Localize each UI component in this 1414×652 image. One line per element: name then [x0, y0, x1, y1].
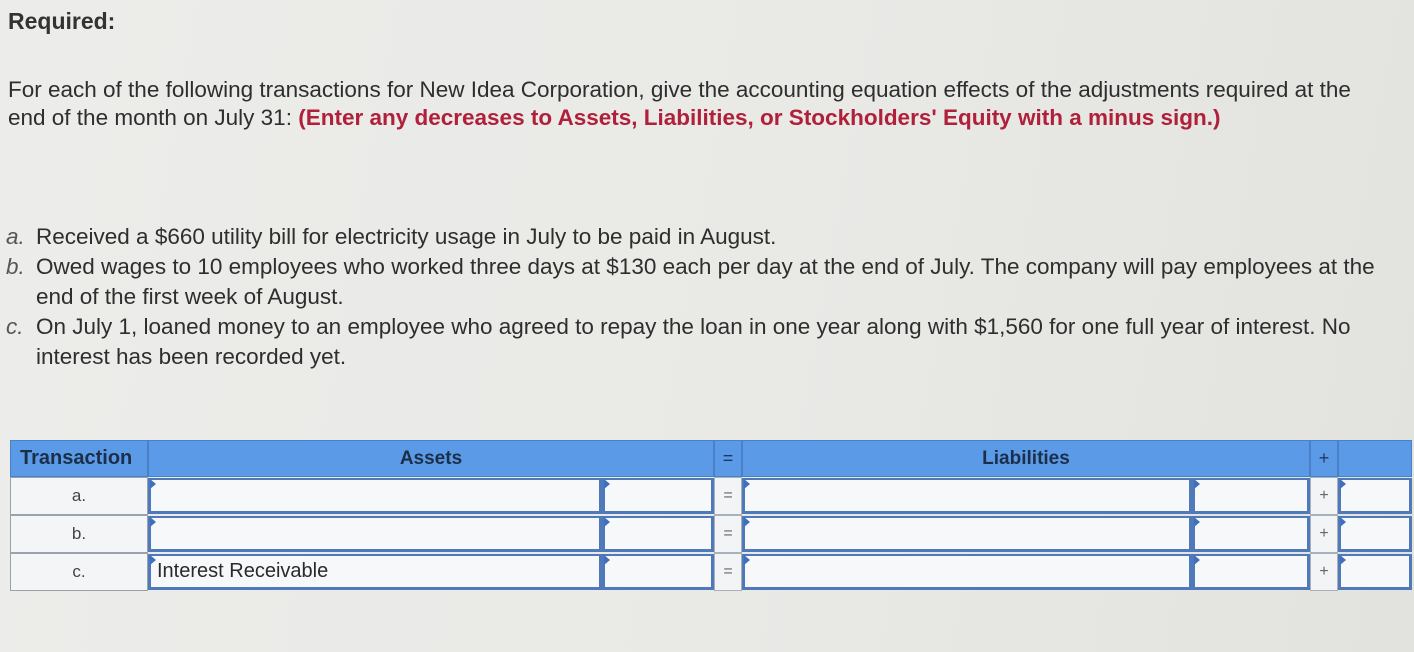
- header-transaction: Transaction: [10, 440, 148, 477]
- row-label-c: c.: [10, 553, 148, 591]
- equity-account-input-b[interactable]: [1338, 516, 1412, 552]
- item-letter: b.: [6, 254, 25, 279]
- item-letter: a.: [6, 224, 25, 249]
- liability-amount-input-c[interactable]: [1192, 554, 1310, 590]
- instructions: [8, 76, 1388, 132]
- liability-amount-input-a[interactable]: [1192, 478, 1310, 514]
- equals-sign-c: =: [714, 553, 742, 591]
- liability-amount-input-b[interactable]: [1192, 516, 1310, 552]
- header-equity: [1338, 440, 1412, 477]
- equity-account-input-c[interactable]: [1338, 554, 1412, 590]
- header-assets: Assets: [148, 440, 714, 477]
- instructions-text: For each of the following transactions for New Idea Corporation, give the accounting equation effects of the adjustments required at the end of the month on July 31:: [8, 77, 1351, 130]
- asset-amount-input-a[interactable]: [602, 478, 714, 514]
- row-label-b: b.: [10, 515, 148, 553]
- asset-account-input-a[interactable]: [148, 478, 602, 514]
- asset-account-input-c[interactable]: Interest Receivable: [148, 554, 602, 590]
- asset-amount-input-b[interactable]: [602, 516, 714, 552]
- liability-account-input-c[interactable]: [742, 554, 1192, 590]
- equals-sign-b: =: [714, 515, 742, 553]
- row-label-a: a.: [10, 477, 148, 515]
- plus-sign-b: +: [1310, 515, 1338, 553]
- list-item: [6, 222, 1401, 252]
- asset-amount-input-c[interactable]: [602, 554, 714, 590]
- plus-sign-c: +: [1310, 553, 1338, 591]
- instructions-emphasis: (Enter any decreases to Assets, Liabilities, or Stockholders' Equity with a minus sign.): [298, 105, 1221, 130]
- accounting-equation-table: [10, 440, 1412, 592]
- header-liabilities: Liabilities: [742, 440, 1310, 477]
- transaction-list: [6, 222, 1401, 372]
- list-item: [6, 312, 1401, 372]
- liability-account-input-b[interactable]: [742, 516, 1192, 552]
- equals-sign-a: =: [714, 477, 742, 515]
- item-text: Received a $660 utility bill for electricity usage in July to be paid in August.: [36, 224, 777, 249]
- item-text: On July 1, loaned money to an employee who agreed to repay the loan in one year along with $1,560 for one full year of interest. No interest has been recorded yet.: [36, 314, 1351, 369]
- header-equals: =: [714, 440, 742, 477]
- list-item: [6, 252, 1401, 312]
- liability-account-input-a[interactable]: [742, 478, 1192, 514]
- asset-account-input-b[interactable]: [148, 516, 602, 552]
- item-text: Owed wages to 10 employees who worked three days at $130 each per day at the end of July. The company will pay employees at the end of the first week of August.: [36, 254, 1375, 309]
- header-plus: +: [1310, 440, 1338, 477]
- plus-sign-a: +: [1310, 477, 1338, 515]
- item-letter: c.: [6, 314, 24, 339]
- page-title: Required:: [8, 8, 116, 34]
- equity-account-input-a[interactable]: [1338, 478, 1412, 514]
